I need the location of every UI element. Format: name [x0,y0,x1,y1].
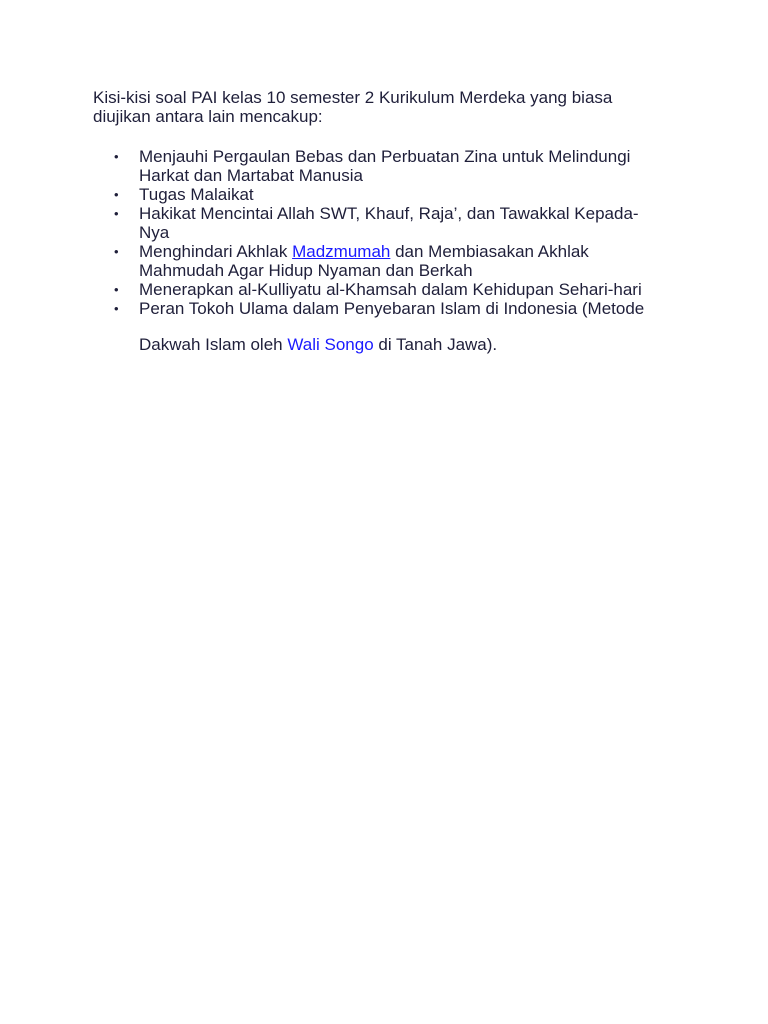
list-item-line-2: Nya [139,223,170,242]
document-page [93,88,683,354]
bullet-icon: • [114,282,119,297]
list-item-text-before: Menghindari Akhlak [139,242,293,261]
list-item-text-after: dan Membiasakan Akhlak [390,242,589,261]
intro-line-2: diujikan antara lain mencakup: [93,107,323,126]
intro-paragraph [93,88,683,126]
bullet-icon: • [114,149,119,164]
list-item-line-2: Mahmudah Agar Hidup Nyaman dan Berkah [139,261,473,280]
bullet-icon: • [114,244,119,259]
list-item-line-1: Peran Tokoh Ulama dalam Penyebaran Islam di Indonesia (Metode [139,299,645,318]
list-item [93,147,683,185]
list-item-line-1: Menjauhi Pergaulan Bebas dan Perbuatan Zina untuk Melindungi [139,147,631,166]
list-item [93,242,683,280]
list-item-line-2: Harkat dan Martabat Manusia [139,166,363,185]
wali-songo-link[interactable]: Wali Songo [287,335,374,354]
topic-list [93,147,683,354]
list-item-line-2 [139,335,683,354]
list-item-text-before: Dakwah Islam oleh [139,335,288,354]
intro-line-1: Kisi-kisi soal PAI kelas 10 semester 2 Kurikulum Merdeka yang biasa [93,88,613,107]
list-item [93,299,683,354]
list-item-text-after: di Tanah Jawa). [373,335,498,354]
list-item-line-1: Hakikat Mencintai Allah SWT, Khauf, Raja’, dan Tawakkal Kepada- [139,204,639,223]
bullet-icon: • [114,206,119,221]
list-item [93,185,683,204]
bullet-icon: • [114,301,119,316]
bullet-icon: • [114,187,119,202]
madzmumah-link[interactable]: Madzmumah [292,242,391,261]
list-item-text: Menerapkan al-Kulliyatu al-Khamsah dalam Kehidupan Sehari-hari [139,280,642,299]
list-item-text: Tugas Malaikat [139,185,254,204]
list-item [93,280,683,299]
list-item [93,204,683,242]
